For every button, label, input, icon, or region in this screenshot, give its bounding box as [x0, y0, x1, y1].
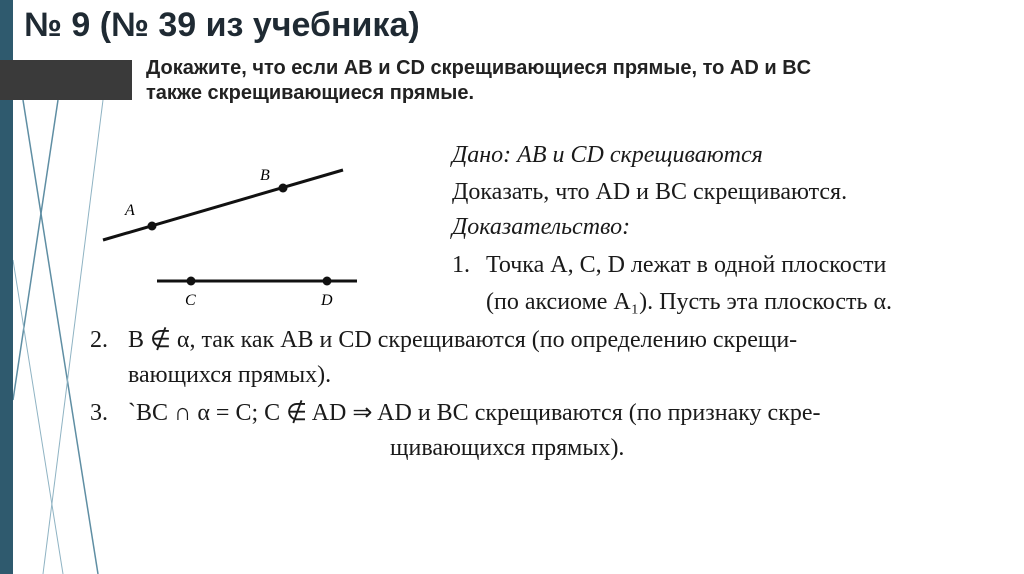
- task-line-2: также скрещивающиеся прямые.: [146, 82, 475, 104]
- step-3-line-1: `BC ∩ α = C; C ∉ AD ⇒ AD и BC скрещиваются (по признаку скре-: [128, 400, 821, 426]
- point-a: [148, 222, 157, 231]
- given-text: Дано: AB и CD скрещиваются: [452, 142, 763, 168]
- task-statement: [146, 56, 1012, 106]
- line-ab: [103, 170, 343, 240]
- label-c: C: [185, 292, 196, 309]
- step-1-number: 1.: [452, 252, 470, 278]
- label-a: A: [125, 202, 135, 219]
- label-d: D: [321, 292, 333, 309]
- skew-lines-diagram: [95, 160, 375, 310]
- point-d: [323, 277, 332, 286]
- step-3-line-2: щивающихся прямых).: [390, 435, 625, 461]
- step-2-line-1: B ∉ α, так как AB и CD скрещиваются (по определению скрещи-: [128, 327, 798, 353]
- step-2-number: 2.: [90, 327, 108, 353]
- prove-text: Доказать, что AD и BC скрещиваются.: [452, 179, 848, 205]
- label-b: B: [260, 167, 270, 184]
- step-1-line-2: (по аксиоме A₁). Пусть эта плоскость α.: [486, 289, 893, 315]
- proof-heading: Доказательство:: [452, 214, 631, 240]
- slide-title: № 9 (№ 39 из учебника): [24, 6, 420, 44]
- task-line-1: Докажите, что если AB и CD скрещивающиеся прямые, то AD и BC: [146, 57, 812, 79]
- point-b: [279, 184, 288, 193]
- step-3-number: 3.: [90, 400, 108, 426]
- step-2-line-2: вающихся прямых).: [128, 362, 332, 388]
- step-1-line-1: Точка A, C, D лежат в одной плоскости: [486, 252, 887, 278]
- title-tab-decoration: [0, 60, 132, 100]
- point-c: [187, 277, 196, 286]
